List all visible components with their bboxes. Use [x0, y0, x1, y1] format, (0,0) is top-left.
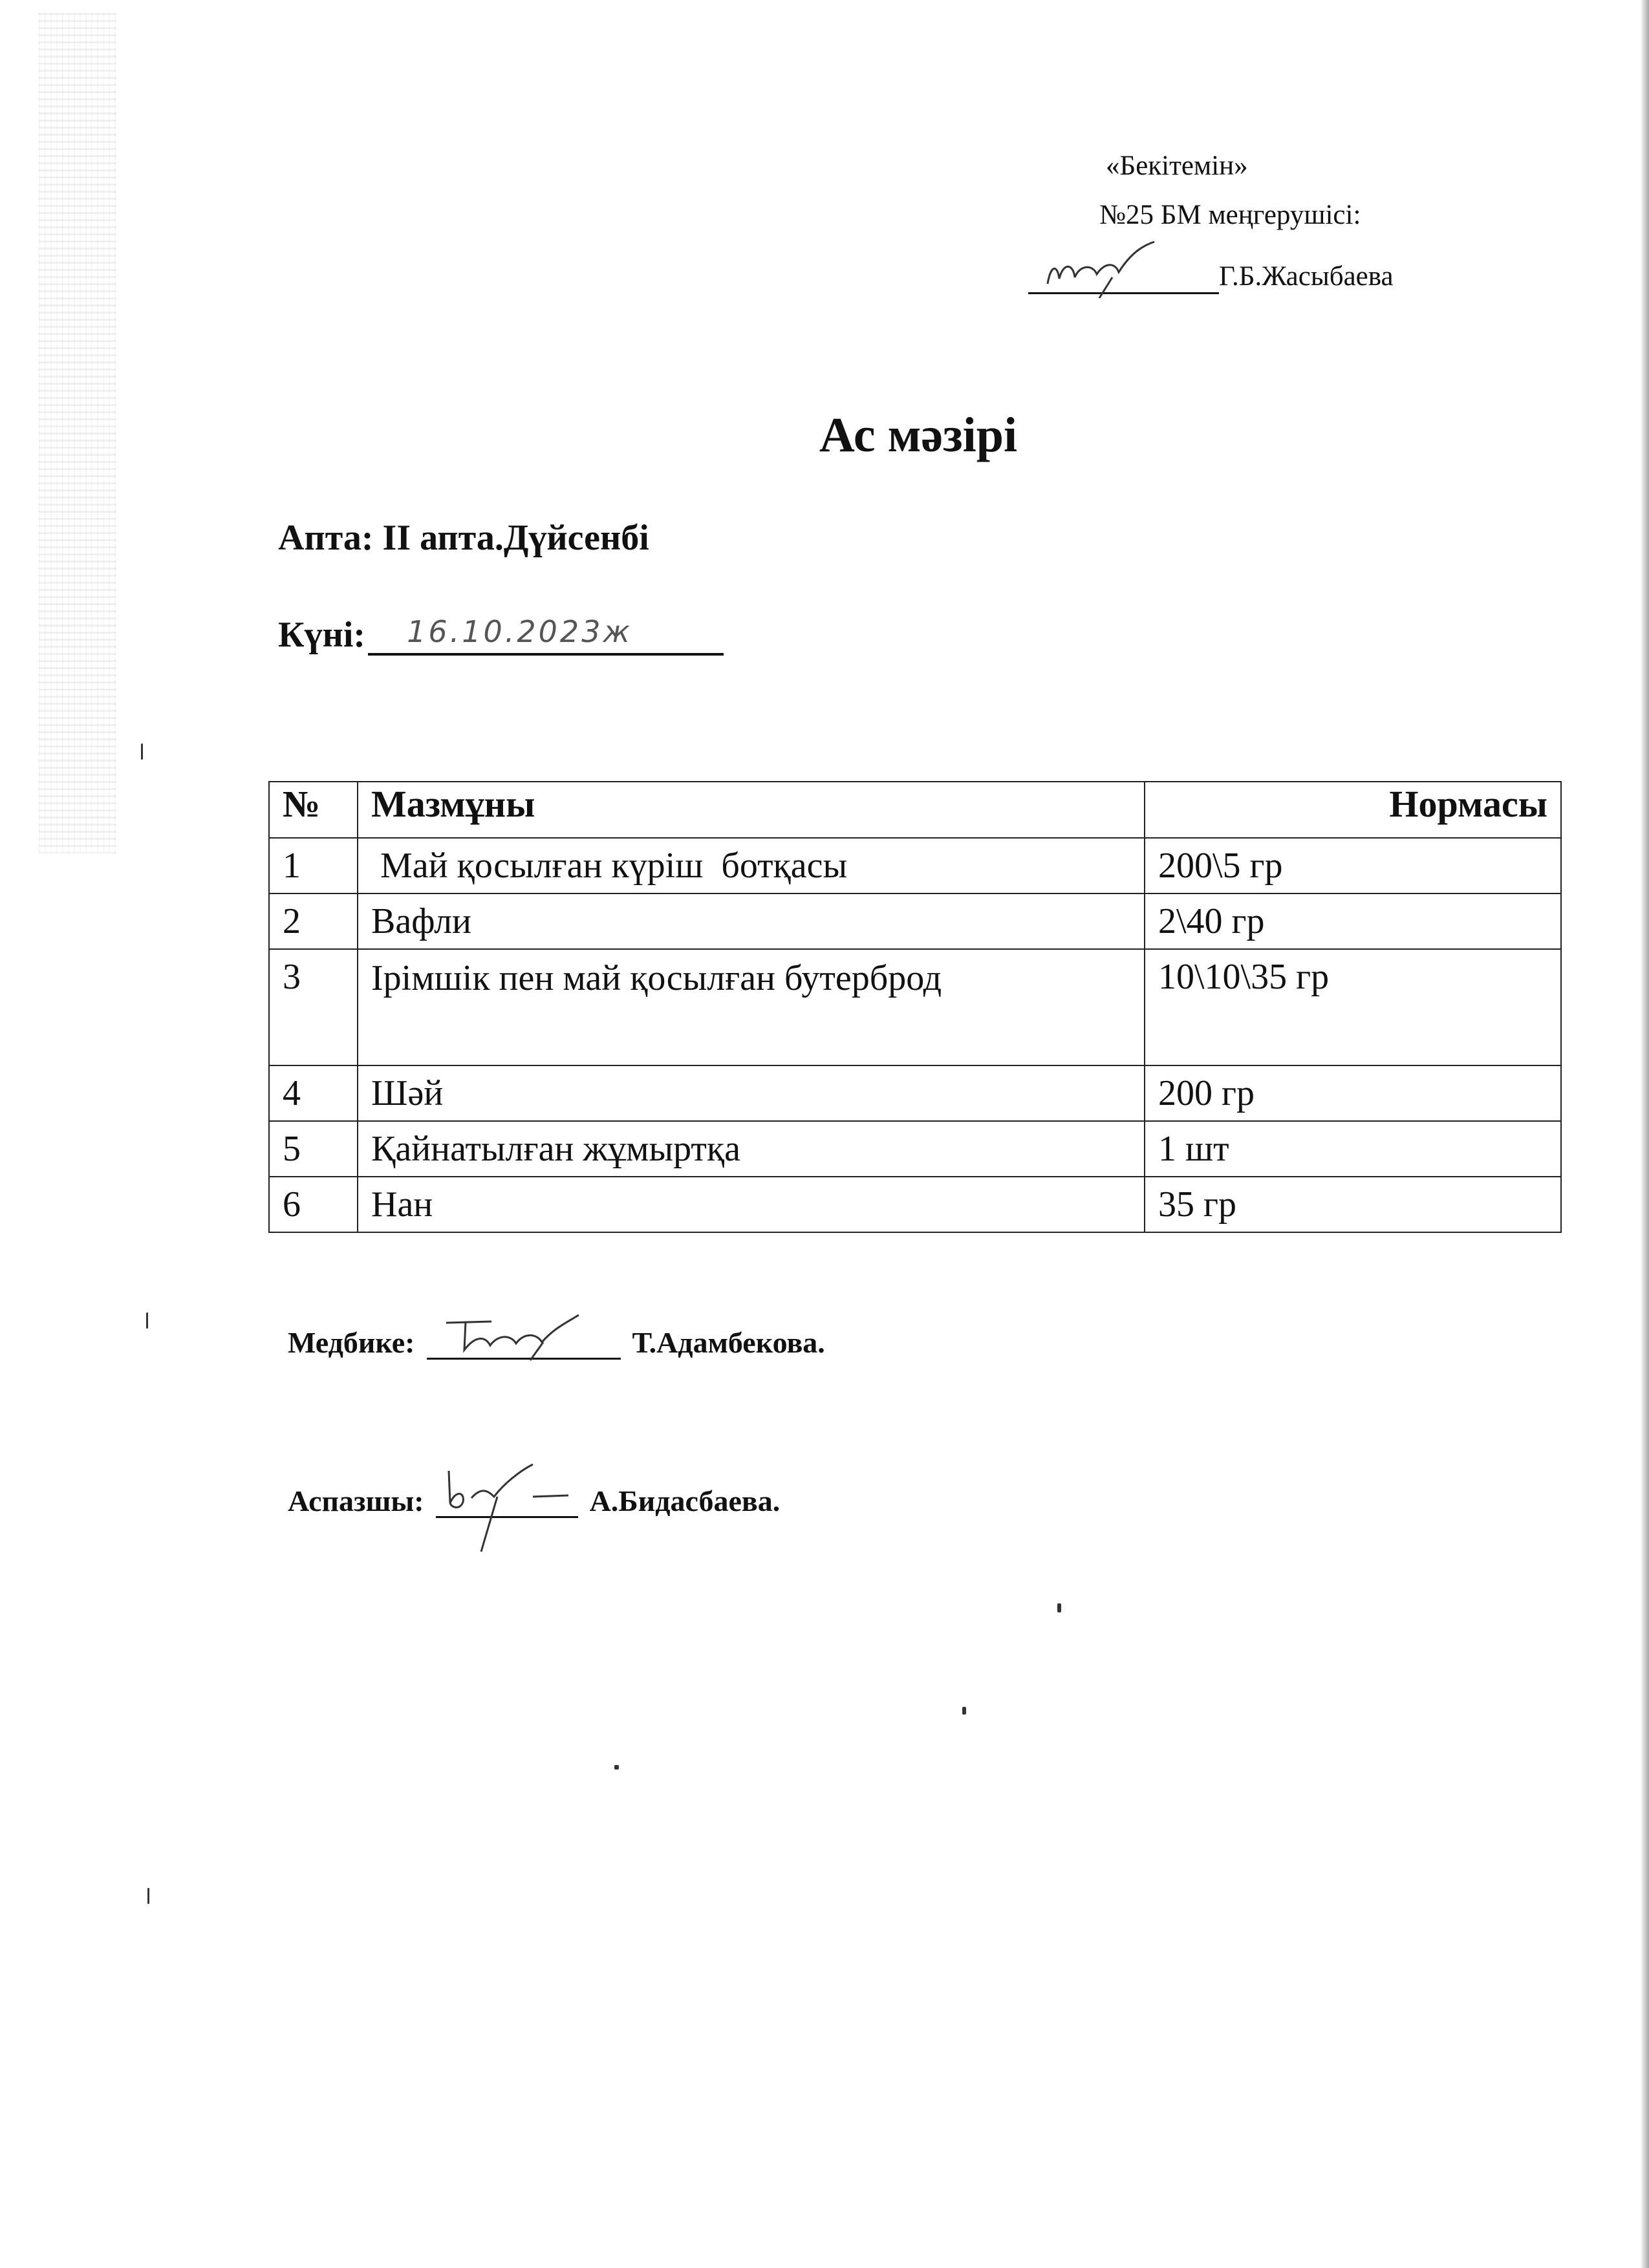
- table-row: [269, 1177, 1561, 1232]
- scan-speck: [962, 1707, 966, 1715]
- scan-speck: [1057, 1603, 1061, 1612]
- row-dish: Ірімшік пен май қосылған бутерброд: [358, 949, 1145, 1065]
- row-dish: Май қосылған күріш ботқасы: [358, 838, 1145, 893]
- nurse-signature-line: [427, 1319, 621, 1360]
- nurse-label: Медбике:: [288, 1326, 415, 1359]
- approver-signature-row: [1028, 247, 1394, 294]
- date-row: [278, 614, 724, 656]
- approve-word: «Бекітемін»: [1106, 151, 1248, 181]
- row-norm: 2\40 гр: [1145, 893, 1561, 949]
- row-norm: 1 шт: [1145, 1121, 1561, 1177]
- row-number: 4: [269, 1065, 358, 1121]
- cook-signature-icon: [436, 1458, 578, 1555]
- row-dish: Нан: [358, 1177, 1145, 1232]
- scan-speck: [141, 744, 143, 760]
- scan-edge-right: [1640, 0, 1649, 2268]
- page-title: Ас мәзірі: [819, 408, 1018, 462]
- table-row: [269, 949, 1561, 1065]
- nurse-signature-row: [288, 1319, 825, 1360]
- row-number: 3: [269, 949, 358, 1065]
- row-norm: 200\5 гр: [1145, 838, 1561, 893]
- table-row: [269, 1121, 1561, 1177]
- approver-signature-line: [1028, 247, 1219, 294]
- approver-name: Г.Б.Жасыбаева: [1219, 261, 1394, 292]
- row-dish: Қайнатылған жұмыртқа: [358, 1121, 1145, 1177]
- row-dish: Вафли: [358, 893, 1145, 949]
- scan-speck: [146, 1312, 148, 1329]
- table-row: [269, 838, 1561, 893]
- row-number: 1: [269, 838, 358, 893]
- header-content: Мазмұны: [358, 782, 1145, 838]
- table-row: [269, 893, 1561, 949]
- approval-block: [1028, 149, 1394, 294]
- row-norm: 10\10\35 гр: [1145, 949, 1561, 1065]
- header-norm: Нормасы: [1145, 782, 1561, 838]
- cook-signature-row: [288, 1477, 780, 1518]
- row-number: 2: [269, 893, 358, 949]
- week-label: Апта: II апта.Дүйсенбі: [278, 518, 649, 558]
- table-header-row: [269, 782, 1561, 838]
- table-row: [269, 1065, 1561, 1121]
- date-field: [368, 614, 724, 656]
- cook-name: А.Бидасбаева.: [589, 1484, 781, 1517]
- row-norm: 200 гр: [1145, 1065, 1561, 1121]
- row-norm: 35 гр: [1145, 1177, 1561, 1232]
- approver-position: №25 БМ меңгерушісі:: [1099, 199, 1361, 230]
- nurse-signature-icon: [440, 1310, 595, 1362]
- menu-table: [268, 781, 1562, 1233]
- header-number: №: [269, 782, 358, 838]
- row-number: 5: [269, 1121, 358, 1177]
- cook-label: Аспазшы:: [288, 1484, 424, 1517]
- row-dish: Шәй: [358, 1065, 1145, 1121]
- row-number: 6: [269, 1177, 358, 1232]
- approver-signature-icon: [1035, 239, 1164, 300]
- date-label: Күні:: [278, 615, 366, 655]
- date-value: 16.10.2023ж: [407, 614, 632, 649]
- scan-speck: [614, 1765, 619, 1770]
- scan-speck: [147, 1888, 149, 1904]
- cook-signature-line: [436, 1477, 578, 1518]
- nurse-name: Т.Адамбекова.: [632, 1326, 825, 1359]
